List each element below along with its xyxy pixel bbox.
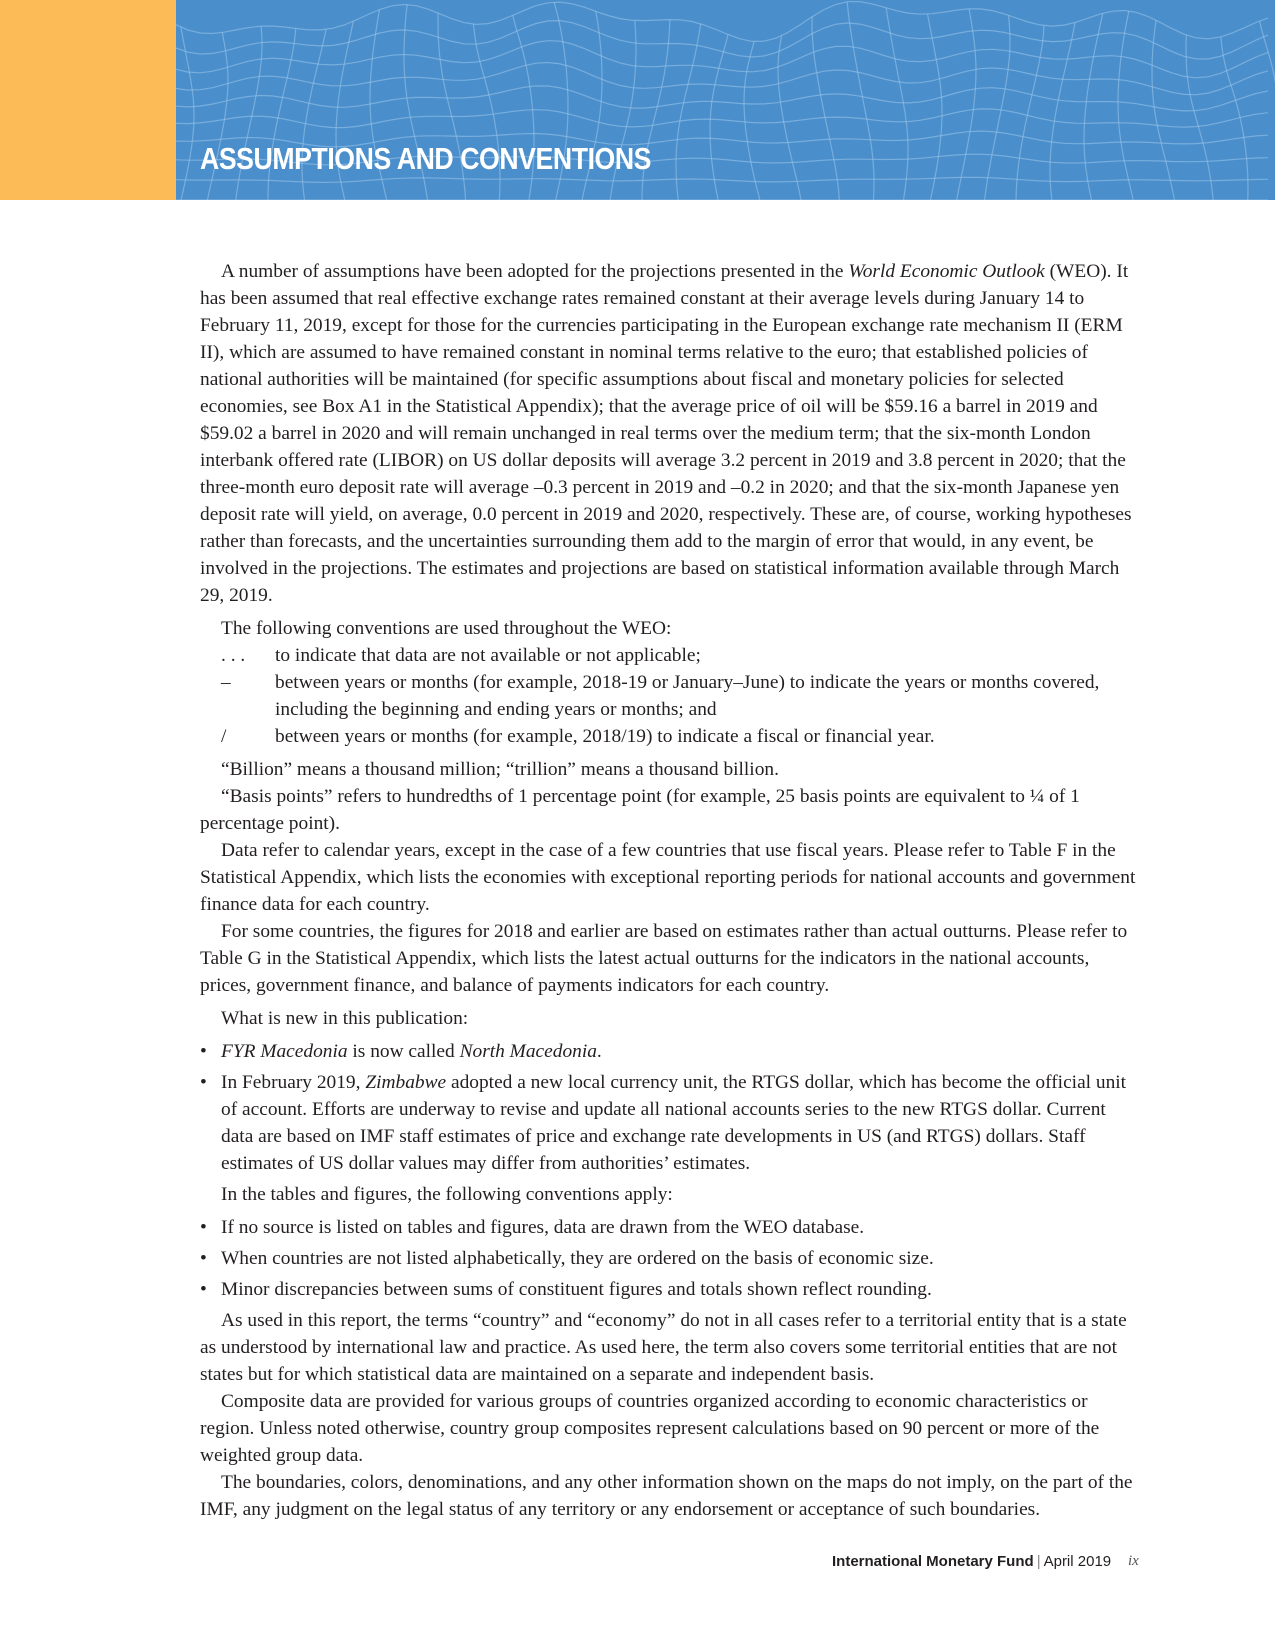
tables-conventions-intro: In the tables and figures, the following conventions apply: bbox=[221, 1184, 673, 1205]
whats-new-intro: What is new in this publication: bbox=[221, 1008, 469, 1029]
document-body bbox=[200, 258, 1136, 1523]
convention-symbol: / bbox=[221, 726, 227, 747]
footer-publication-info bbox=[832, 1553, 1111, 1570]
convention-text: between years or months (for example, 2018-19 or January–June) to indicate the years or months covered, including the beginning and ending years or months; and bbox=[275, 672, 1100, 720]
page-number: ix bbox=[1128, 1553, 1139, 1569]
bullet-icon: • bbox=[200, 1217, 207, 1238]
page-title: ASSUMPTIONS AND CONVENTIONS bbox=[200, 141, 652, 176]
weo-title-italic: World Economic Outlook bbox=[848, 261, 1045, 282]
tables-conventions-list bbox=[200, 1214, 1136, 1303]
calendar-years-paragraph: Data refer to calendar years, except in the case of a few countries that use fiscal years. Please refer to Table F in the Statistical Appendix, which lists the economies with exceptional reporting periods for national accounts and government finance data for each country. bbox=[200, 840, 1136, 915]
convention-item bbox=[221, 642, 1136, 669]
orange-corner-block bbox=[0, 0, 176, 200]
bullet-icon: • bbox=[200, 1041, 207, 1062]
bullet-icon: • bbox=[200, 1279, 207, 1300]
country-terms-paragraph: As used in this report, the terms “country” and “economy” do not in all cases refer to a territorial entity that is a state as understood by international law and practice. As used here, the term also covers some territorial entities that are not states but for which statistical data are maintained on a separate and independent basis. bbox=[200, 1310, 1127, 1385]
convention-item bbox=[221, 669, 1136, 723]
footer-org: International Monetary Fund bbox=[832, 1553, 1034, 1570]
convention-symbol: – bbox=[221, 672, 231, 693]
whats-new-list bbox=[200, 1038, 1136, 1177]
footer-date: April 2019 bbox=[1043, 1553, 1112, 1570]
conventions-list bbox=[200, 642, 1136, 750]
estimates-paragraph: For some countries, the figures for 2018 and earlier are based on estimates rather than actual outturns. Please refer to Table G in the Statistical Appendix, which lists the latest actual outturns for the indicators in the national accounts, prices, government finance, and balance of payments indicators for each country. bbox=[200, 921, 1128, 996]
convention-item bbox=[221, 723, 1136, 750]
footer-separator: | bbox=[1036, 1553, 1041, 1570]
convention-text: to indicate that data are not available or not applicable; bbox=[275, 645, 701, 666]
convention-text: between years or months (for example, 2018/19) to indicate a fiscal or financial year. bbox=[275, 726, 935, 747]
bullet-icon: • bbox=[200, 1072, 207, 1093]
list-item: • When countries are not listed alphabetically, they are ordered on the basis of economic size. bbox=[200, 1245, 1136, 1272]
list-item: • If no source is listed on tables and figures, data are drawn from the WEO database. bbox=[200, 1214, 1136, 1241]
composite-data-paragraph: Composite data are provided for various groups of countries organized according to economic characteristics or region. Unless noted otherwise, country group composites represent calculations based on 90 percent or more of the weighted group data. bbox=[200, 1391, 1100, 1466]
conventions-intro: The following conventions are used throughout the WEO: bbox=[221, 618, 672, 639]
boundaries-paragraph: The boundaries, colors, denominations, and any other information shown on the maps do not imply, on the part of the IMF, any judgment on the legal status of any territory or any endorsement or acceptance of such boundaries. bbox=[200, 1472, 1133, 1520]
bullet-icon: • bbox=[200, 1248, 207, 1269]
convention-symbol: . . . bbox=[221, 645, 246, 666]
header-banner bbox=[176, 0, 1275, 200]
list-item: • FYR Macedonia is now called North Macedonia. bbox=[200, 1038, 1136, 1065]
list-item: • Minor discrepancies between sums of constituent figures and totals shown reflect rounding. bbox=[200, 1276, 1136, 1303]
billion-definition: “Billion” means a thousand million; “trillion” means a thousand billion. bbox=[221, 759, 779, 780]
basis-points-definition: “Basis points” refers to hundredths of 1 percentage point (for example, 25 basis points are equivalent to ¼ of 1 percentage point). bbox=[200, 786, 1080, 834]
list-item: • In February 2019, Zimbabwe adopted a new local currency unit, the RTGS dollar, which has become the official unit of account. Efforts are underway to revise and update all national accounts series to the new RTGS dollar. Current data are based on IMF staff estimates of price and exchange rate developments in US (and RTGS) dollars. Staff estimates of US dollar values may differ from authorities’ estimates. bbox=[200, 1069, 1136, 1177]
assumptions-paragraph: A number of assumptions have been adopted for the projections presented in the World Economic Outlook (WEO). It has been assumed that real effective exchange rates remained constant at their average levels during January 14 to February 11, 2019, except for those for the currencies participating in the European exchange rate mechanism II (ERM II), which are assumed to have remained constant in nominal terms relative to the euro; that established policies of national authorities will be maintained (for specific assumptions about fiscal and monetary policies for selected economies, see Box A1 in the Statistical Appendix); that the average price of oil will be $59.16 a barrel in 2019 and $59.02 a barrel in 2020 and will remain unchanged in real terms over the medium term; that the six-month London interbank offered rate (LIBOR) on US dollar deposits will average 3.2 percent in 2019 and 3.8 percent in 2020; that the three-month euro deposit rate will average –0.3 percent in 2019 and –0.2 in 2020; and that the six-month Japanese yen deposit rate will yield, on average, 0.0 percent in 2019 and 2020, respectively. These are, of course, working hypotheses rather than forecasts, and the uncertainties surrounding them add to the margin of error that would, in any event, be involved in the projections. The estimates and projections are based on statistical information available through March 29, 2019. bbox=[200, 261, 1132, 606]
